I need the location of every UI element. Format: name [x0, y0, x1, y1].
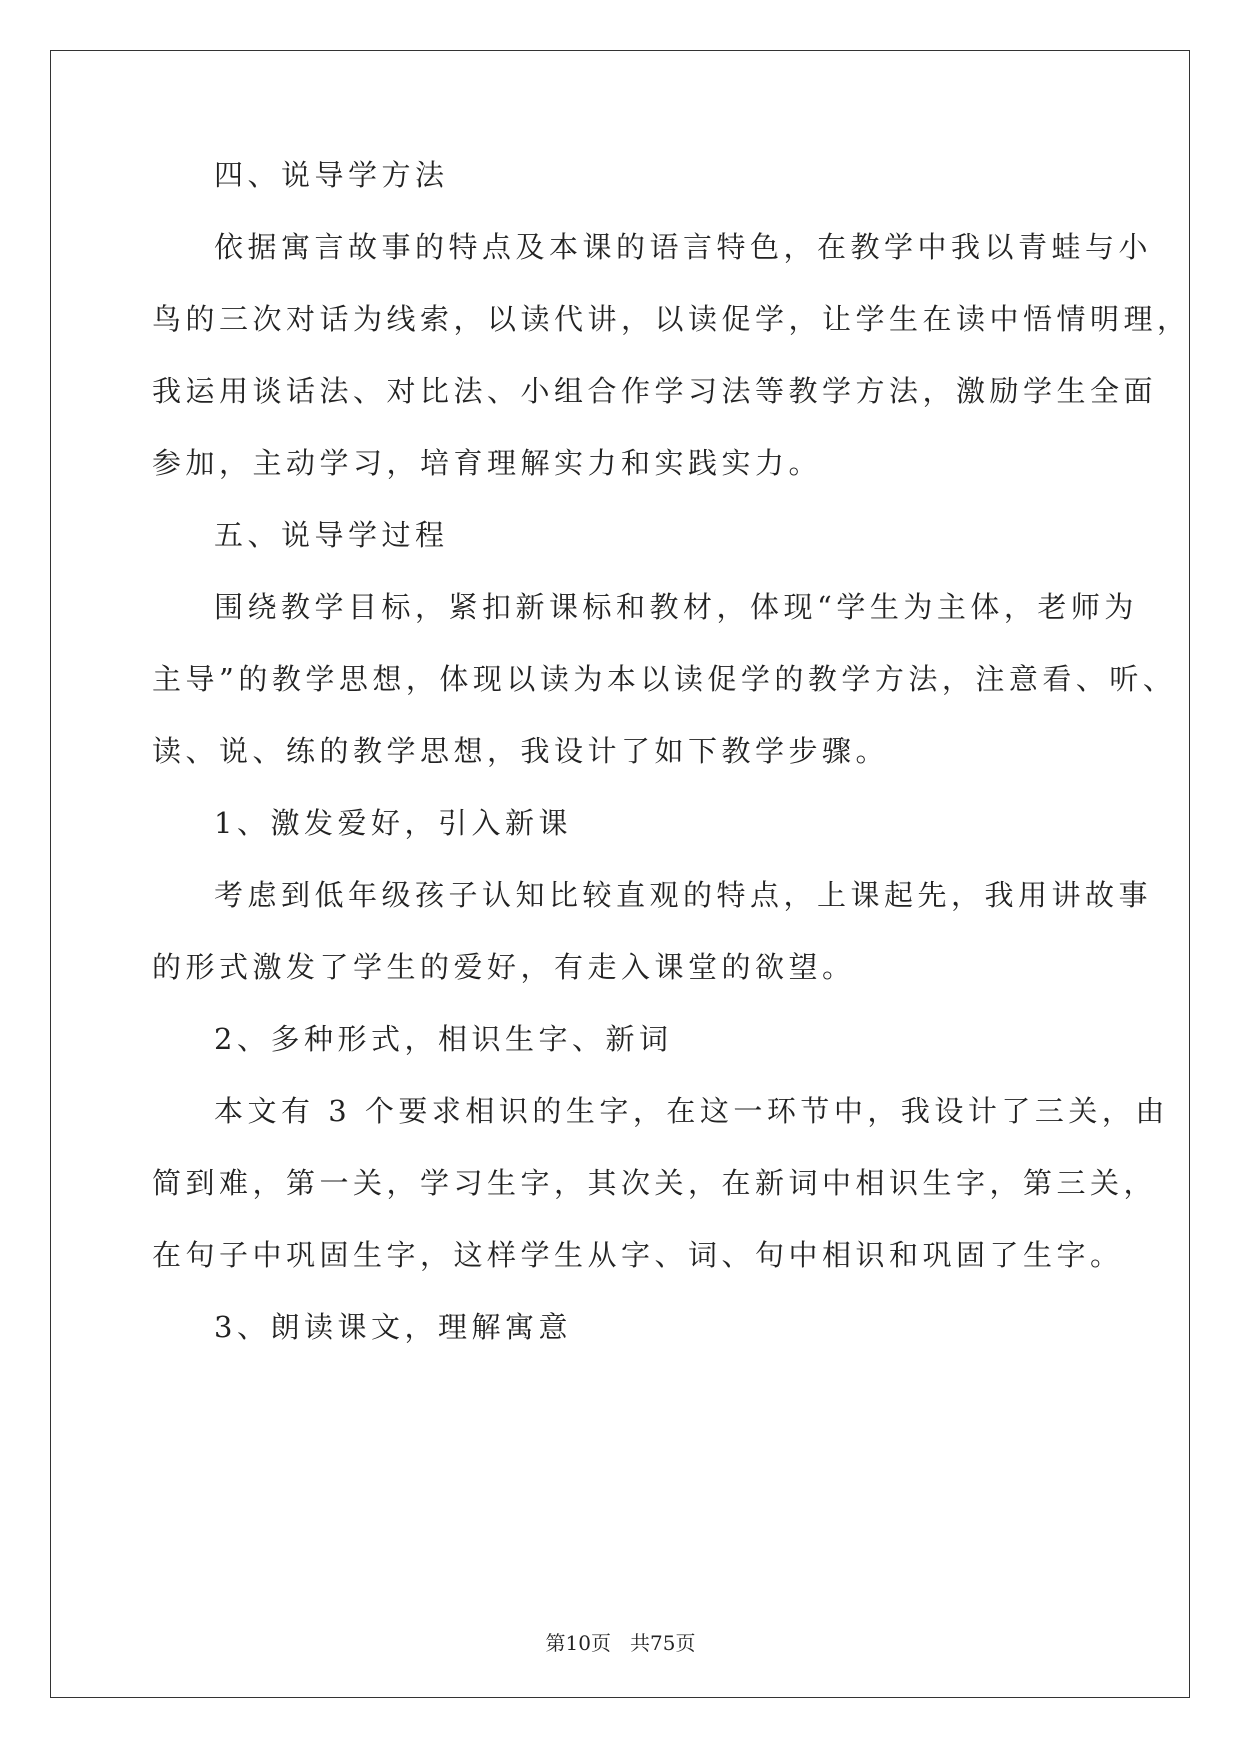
- page-number: 第10页: [545, 1631, 611, 1655]
- page-border: [50, 50, 1190, 1698]
- subsection-heading: 3、朗读课文，理解寓意: [214, 1310, 572, 1344]
- paragraph-line: 读、说、练的教学思想，我设计了如下教学步骤。: [152, 734, 890, 768]
- paragraph-line: 我运用谈话法、对比法、小组合作学习法等教学方法，激励学生全面: [152, 374, 1158, 408]
- paragraph-line: 简到难，第一关，学习生字，其次关，在新词中相识生字，第三关，: [152, 1166, 1158, 1200]
- paragraph-line: 依据寓言故事的特点及本课的语言特色，在教学中我以青蛙与小: [214, 230, 1153, 264]
- subsection-heading: 2、多种形式，相识生字、新词: [214, 1022, 673, 1056]
- section-heading: 五、说导学过程: [214, 518, 449, 552]
- paragraph-line: 的形式激发了学生的爱好，有走入课堂的欲望。: [152, 950, 856, 984]
- paragraph-line: 考虑到低年级孩子认知比较直观的特点，上课起先，我用讲故事: [214, 878, 1153, 912]
- paragraph-line: 本文有 3 个要求相识的生字，在这一环节中，我设计了三关，由: [214, 1094, 1169, 1128]
- page-footer: [0, 1628, 1241, 1658]
- paragraph-line: 参加，主动学习，培育理解实力和实践实力。: [152, 446, 823, 480]
- section-heading: 四、说导学方法: [214, 158, 449, 192]
- paragraph-line: 在句子中巩固生字，这样学生从字、词、句中相识和巩固了生字。: [152, 1238, 1124, 1272]
- page-total: 共75页: [630, 1631, 696, 1655]
- subsection-heading: 1、激发爱好，引入新课: [214, 806, 572, 840]
- paragraph-line: 主导”的教学思想，体现以读为本以读促学的教学方法，注意看、听、: [152, 662, 1177, 696]
- paragraph-line: 鸟的三次对话为线索，以读代讲，以读促学，让学生在读中悟情明理，: [152, 302, 1191, 336]
- paragraph-line: 围绕教学目标，紧扣新课标和教材，体现“学生为主体，老师为: [214, 590, 1138, 624]
